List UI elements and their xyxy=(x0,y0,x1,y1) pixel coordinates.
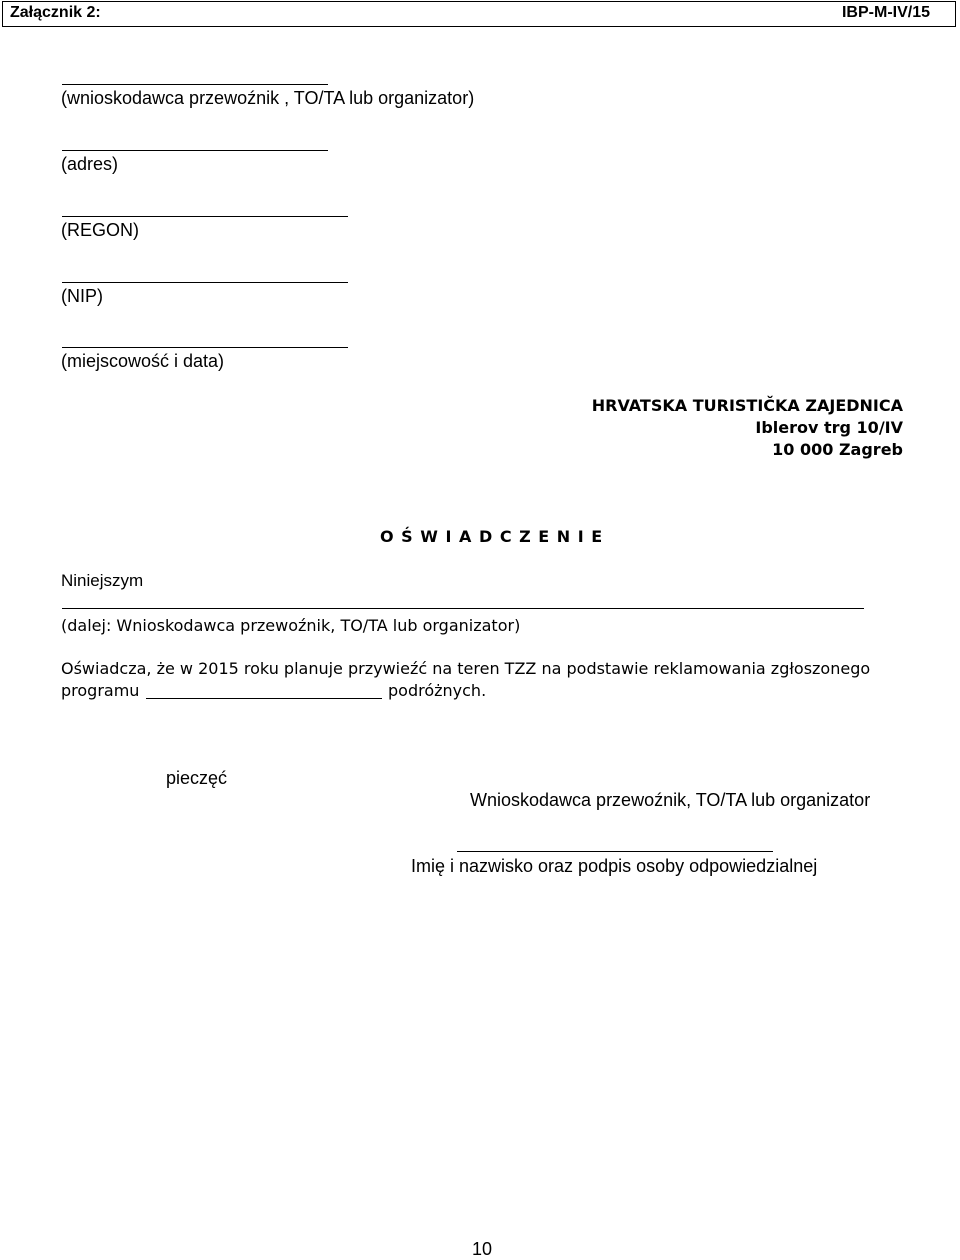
regon-line xyxy=(62,216,348,217)
applicant-signature-label: Wnioskodawca przewoźnik, TO/TA lub organizator xyxy=(470,790,871,810)
passenger-count-line xyxy=(146,698,382,699)
place-date-label: (miejscowość i data) xyxy=(61,351,225,371)
travelers-word: podróżnych. xyxy=(388,681,487,700)
nip-line xyxy=(62,282,348,283)
document-code: IBP-M-IV/15 xyxy=(841,4,930,21)
company-name-line xyxy=(62,608,864,609)
page-number: 10 xyxy=(472,1239,493,1259)
stamp-label: pieczęć xyxy=(166,768,228,788)
dalej-text: (dalej: Wnioskodawca przewoźnik, TO/TA lub organizator) xyxy=(61,616,521,635)
program-word: programu xyxy=(61,681,140,700)
attachment-label: Załącznik 2: xyxy=(10,4,101,21)
name-signature-label: Imię i nazwisko oraz podpis osoby odpowiedzialnej xyxy=(411,856,818,876)
intro-text: Niniejszym xyxy=(61,571,144,590)
declaration-body-line1: Oświadcza, że w 2015 roku planuje przywieźć na teren TZZ na podstawie reklamowania zgłoszonego xyxy=(61,659,871,678)
applicant-line xyxy=(62,84,328,85)
place-date-line xyxy=(62,347,348,348)
signature-line xyxy=(457,851,773,852)
header-box xyxy=(2,1,956,27)
declaration-title: O Ś W I A D C Z E N I E xyxy=(380,527,604,546)
nip-label: (NIP) xyxy=(61,286,103,306)
recipient-street: Iblerov trg 10/IV xyxy=(755,418,903,437)
regon-label: (REGON) xyxy=(61,220,139,240)
recipient-city: 10 000 Zagreb xyxy=(772,440,903,459)
applicant-label: (wnioskodawca przewoźnik , TO/TA lub organizator) xyxy=(61,88,475,108)
recipient-name: HRVATSKA TURISTIČKA ZAJEDNICA xyxy=(591,396,903,415)
address-line xyxy=(62,150,328,151)
address-label: (adres) xyxy=(61,154,119,174)
